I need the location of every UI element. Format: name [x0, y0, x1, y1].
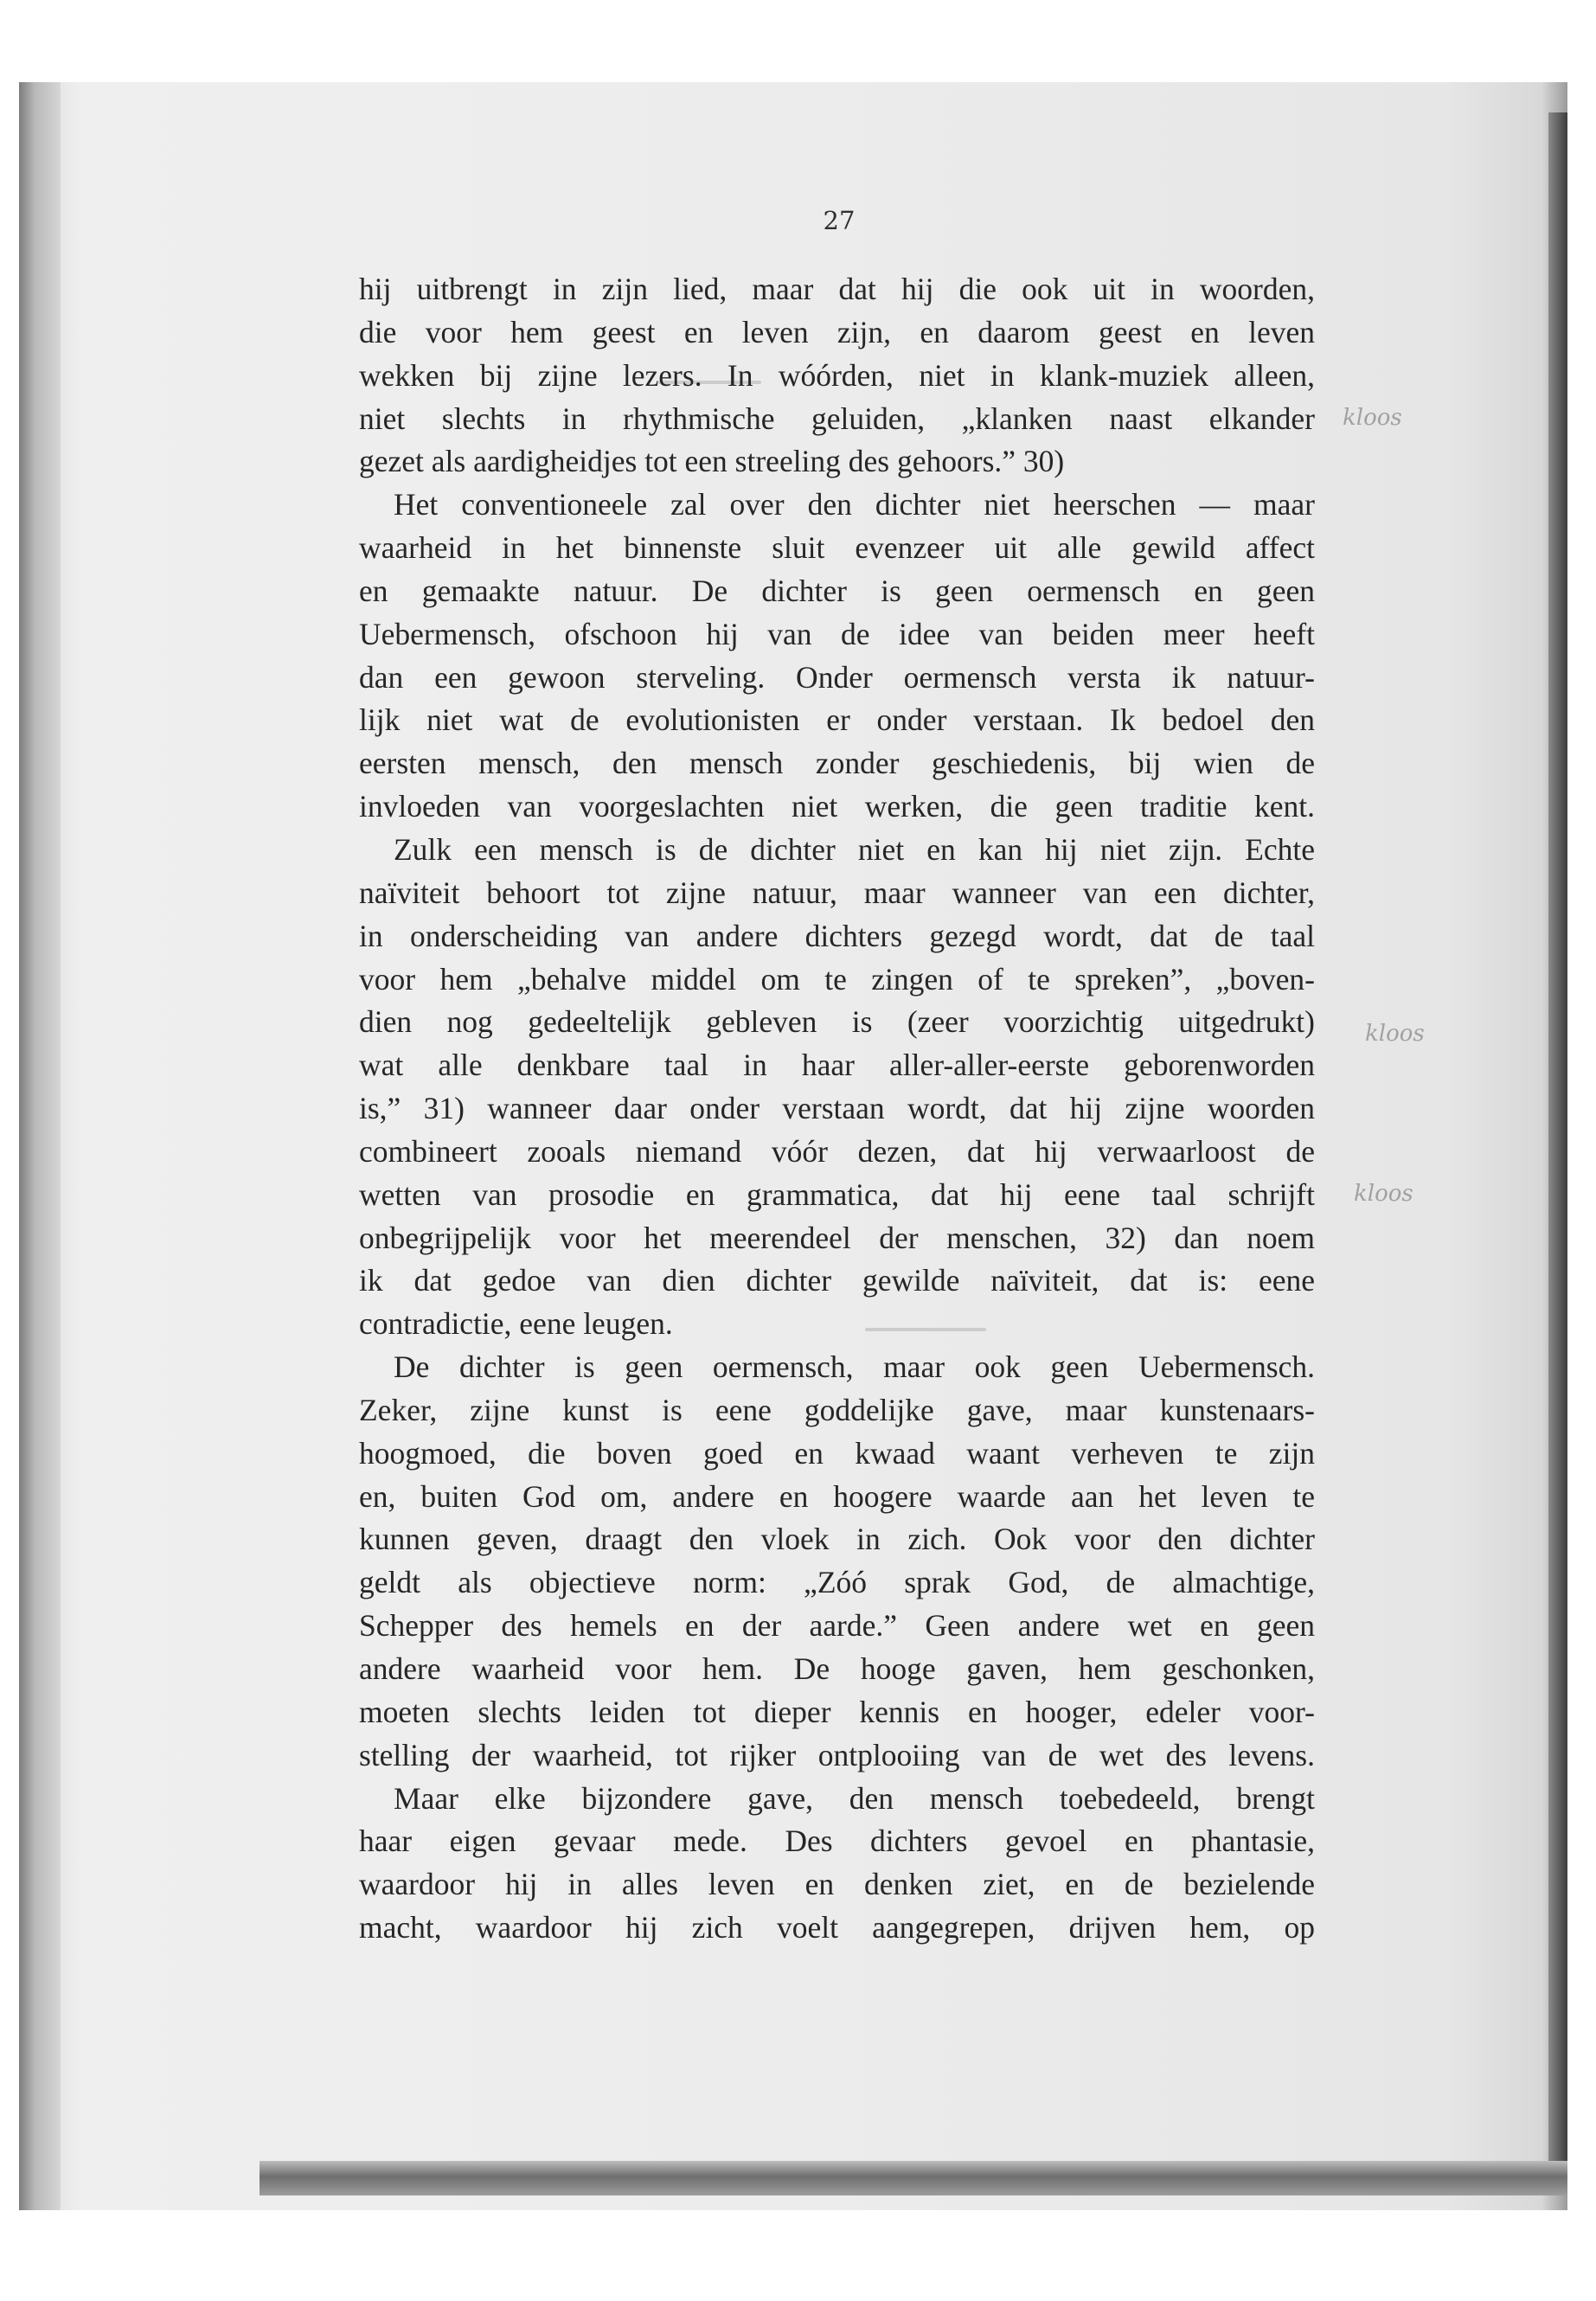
- right-page-edge: [1548, 112, 1567, 2171]
- text-line: Uebermensch, ofschoon hij van de idee van beiden meer heeft: [359, 616, 1315, 651]
- text-line: andere waarheid voor hem. De hooge gaven, hem geschonken,: [359, 1651, 1315, 1686]
- page-number: 27: [823, 206, 856, 235]
- bottom-page-edge: [260, 2161, 1567, 2195]
- text-line: stelling der waarheid, tot rijker ontplooiing van de wet des levens.: [359, 1737, 1315, 1772]
- text-line: gezet als aardigheidjes tot een streeling des gehoors.” 30): [359, 444, 1065, 479]
- text-line: macht, waardoor hij zich voelt aangegrepen, drijven hem, op: [359, 1910, 1315, 1945]
- text-line: eersten mensch, den mensch zonder geschiedenis, bij wien de: [359, 746, 1315, 781]
- text-line: moeten slechts leiden tot dieper kennis en hooger, edeler voor-: [359, 1694, 1315, 1729]
- text-line: dien nog gedeeltelijk gebleven is (zeer voorzichtig uitgedrukt): [359, 1004, 1315, 1040]
- handwritten-margin-note: kloos: [1354, 1181, 1413, 1207]
- text-line: wekken bij zijne lezers. In wóórden, niet in klank-muziek alleen,: [359, 357, 1315, 393]
- text-line: en, buiten God om, andere en hoogere waarde aan het leven te: [359, 1478, 1315, 1514]
- text-line: naïviteit behoort tot zijne natuur, maar wanneer van een dichter,: [359, 875, 1315, 910]
- text-line: waardoor hij in alles leven en denken ziet, en de bezielende: [359, 1867, 1315, 1902]
- text-line: hoogmoed, die boven goed en kwaad waant verheven te zijn: [359, 1435, 1315, 1471]
- text-line: is,” 31) wanneer daar onder verstaan wordt, dat hij zijne woorden: [359, 1091, 1315, 1126]
- text-line: Het conventioneele zal over den dichter niet heerschen — maar: [394, 487, 1315, 522]
- binding-shadow: [19, 82, 61, 2210]
- text-line: haar eigen gevaar mede. Des dichters gevoel en phantasie,: [359, 1823, 1315, 1859]
- text-line: Zulk een mensch is de dichter niet en kan hij niet zijn. Echte: [394, 831, 1315, 867]
- text-line: wetten van prosodie en grammatica, dat hij eene taal schrijft: [359, 1176, 1315, 1212]
- text-line: Schepper des hemels en der aarde.” Geen andere wet en geen: [359, 1608, 1315, 1644]
- text-line: Maar elke bijzondere gave, den mensch toebedeeld, brengt: [394, 1780, 1315, 1816]
- text-line: waarheid in het binnenste sluit evenzeer uit alle gewild affect: [359, 530, 1315, 566]
- text-line: onbegrijpelijk voor het meerendeel der menschen, 32) dan noem: [359, 1220, 1315, 1255]
- text-line: en gemaakte natuur. De dichter is geen oermensch en geen: [359, 573, 1315, 608]
- text-line: voor hem „behalve middel om te zingen of te spreken”, „boven-: [359, 961, 1315, 997]
- handwritten-margin-note: kloos: [1365, 1021, 1425, 1047]
- body-text: [359, 268, 1315, 1950]
- text-line: lijk niet wat de evolutionisten er onder verstaan. Ik bedoel den: [359, 702, 1315, 738]
- text-line: geldt als objectieve norm: „Zóó sprak God, de almachtige,: [359, 1565, 1315, 1600]
- text-line: Zeker, zijne kunst is eene goddelijke gave, maar kunstenaars-: [359, 1392, 1315, 1427]
- text-line: hij uitbrengt in zijn lied, maar dat hij die ook uit in woorden,: [359, 272, 1315, 306]
- text-line: invloeden van voorgeslachten niet werken, die geen traditie kent.: [359, 789, 1315, 824]
- text-line: ik dat gedoe van dien dichter gewilde naïviteit, dat is: eene: [359, 1263, 1315, 1298]
- text-line: De dichter is geen oermensch, maar ook geen Uebermensch.: [394, 1349, 1315, 1385]
- text-line: wat alle denkbare taal in haar aller-aller-eerste geborenworden: [359, 1048, 1315, 1083]
- text-line: niet slechts in rhythmische geluiden, „klanken naast elkander: [359, 401, 1315, 436]
- text-line: die voor hem geest en leven zijn, en daarom geest en leven: [359, 314, 1315, 349]
- text-line: in onderscheiding van andere dichters gezegd wordt, dat de taal: [359, 918, 1315, 953]
- text-line: kunnen geven, draagt den vloek in zich. Ook voor den dichter: [359, 1522, 1315, 1557]
- handwritten-margin-note: kloos: [1343, 405, 1402, 431]
- text-line: contradictie, eene leugen.: [359, 1306, 673, 1342]
- text-line: combineert zooals niemand vóór dezen, dat hij verwaarloost de: [359, 1133, 1315, 1169]
- text-line: dan een gewoon sterveling. Onder oermensch versta ik natuur-: [359, 659, 1315, 695]
